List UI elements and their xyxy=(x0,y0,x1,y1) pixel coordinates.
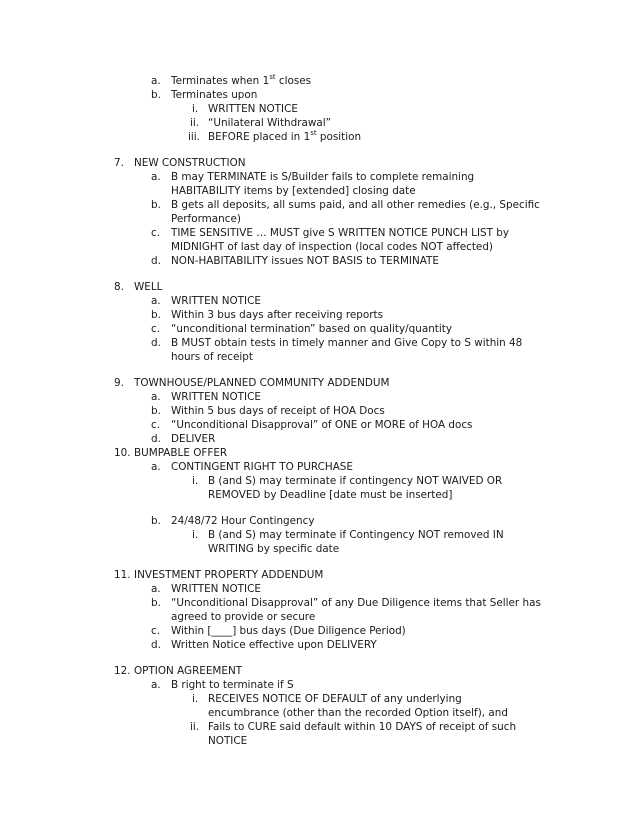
list-item: Within [____] bus days (Due Diligence Period) xyxy=(171,625,406,637)
list-marker: i. xyxy=(192,475,199,487)
list-marker: d. xyxy=(151,255,161,267)
list-marker: b. xyxy=(151,199,161,211)
list-marker: d. xyxy=(151,639,161,651)
list-item-continuation: encumbrance (other than the recorded Option itself), and xyxy=(208,707,508,719)
list-marker: c. xyxy=(151,419,161,431)
section-title: NEW CONSTRUCTION xyxy=(134,157,246,169)
list-item: “Unilateral Withdrawal” xyxy=(208,117,331,129)
list-marker: c. xyxy=(151,227,161,239)
list-item: Terminates upon xyxy=(171,89,258,101)
list-item: Terminates when 1st closes xyxy=(171,72,312,87)
section-number: 8. xyxy=(114,281,124,293)
section-title: WELL xyxy=(134,281,163,293)
list-item: CONTINGENT RIGHT TO PURCHASE xyxy=(171,461,353,473)
section-number: 11. xyxy=(114,569,131,581)
list-marker: b. xyxy=(151,515,161,527)
list-marker: b. xyxy=(151,89,161,101)
section-title: INVESTMENT PROPERTY ADDENDUM xyxy=(134,569,324,581)
section-title: BUMPABLE OFFER xyxy=(134,447,228,459)
list-item: “Unconditional Disapproval” of any Due Diligence items that Seller has xyxy=(171,597,541,609)
list-item: 24/48/72 Hour Contingency xyxy=(171,515,315,527)
list-marker: i. xyxy=(192,103,199,115)
list-item: WRITTEN NOTICE xyxy=(208,103,298,115)
list-marker: b. xyxy=(151,405,161,417)
list-item-continuation: REMOVED by Deadline [date must be inserted] xyxy=(208,489,453,501)
list-item: DELIVER xyxy=(171,433,216,445)
list-marker: d. xyxy=(151,337,161,349)
list-item: B gets all deposits, all sums paid, and all other remedies (e.g., Specific xyxy=(171,199,540,211)
list-marker: d. xyxy=(151,433,161,445)
list-marker: a. xyxy=(151,583,161,595)
section-number: 10. xyxy=(114,447,131,459)
list-item-continuation: hours of receipt xyxy=(171,351,253,363)
list-item: WRITTEN NOTICE xyxy=(171,295,261,307)
list-item: B may TERMINATE is S/Builder fails to complete remaining xyxy=(171,171,475,183)
list-item: RECEIVES NOTICE OF DEFAULT of any underlying xyxy=(208,693,462,705)
section-number: 7. xyxy=(114,157,124,169)
list-item-continuation: WRITING by specific date xyxy=(208,543,340,555)
list-item: B right to terminate if S xyxy=(171,679,294,691)
list-item: “Unconditional Disapproval” of ONE or MORE of HOA docs xyxy=(171,419,473,431)
list-marker: ii. xyxy=(190,117,200,129)
list-marker: a. xyxy=(151,171,161,183)
list-marker: a. xyxy=(151,461,161,473)
list-item-continuation: MIDNIGHT of last day of inspection (local codes NOT affected) xyxy=(171,241,493,253)
list-marker: a. xyxy=(151,75,161,87)
list-item: WRITTEN NOTICE xyxy=(171,583,261,595)
list-item: Fails to CURE said default within 10 DAYS of receipt of such xyxy=(208,721,517,733)
list-marker: b. xyxy=(151,309,161,321)
section-number: 9. xyxy=(114,377,124,389)
list-item: Written Notice effective upon DELIVERY xyxy=(171,639,377,651)
list-item-continuation: agreed to provide or secure xyxy=(171,611,316,623)
list-marker: i. xyxy=(192,529,199,541)
section-title: OPTION AGREEMENT xyxy=(134,665,243,677)
list-item-continuation: Performance) xyxy=(171,213,241,225)
section-number: 12. xyxy=(114,665,131,677)
list-item: NON-HABITABILITY issues NOT BASIS to TERMINATE xyxy=(171,255,439,267)
list-marker: a. xyxy=(151,391,161,403)
section-title: TOWNHOUSE/PLANNED COMMUNITY ADDENDUM xyxy=(134,377,390,389)
list-marker: a. xyxy=(151,295,161,307)
list-marker: ii. xyxy=(190,721,200,733)
list-marker: b. xyxy=(151,597,161,609)
list-item: B MUST obtain tests in timely manner and Give Copy to S within 48 xyxy=(171,337,523,349)
list-marker: c. xyxy=(151,625,161,637)
list-item: BEFORE placed in 1st position xyxy=(208,128,362,143)
list-item: Within 5 bus days of receipt of HOA Docs xyxy=(171,405,385,417)
list-item: B (and S) may terminate if contingency NOT WAIVED OR xyxy=(208,475,503,487)
list-item: “unconditional termination” based on quality/quantity xyxy=(171,323,452,335)
list-marker: a. xyxy=(151,679,161,691)
list-item: Within 3 bus days after receiving reports xyxy=(171,309,383,321)
list-marker: c. xyxy=(151,323,161,335)
list-item-continuation: NOTICE xyxy=(208,735,248,747)
list-marker: iii. xyxy=(188,131,200,143)
list-item-continuation: HABITABILITY items by [extended] closing date xyxy=(171,185,416,197)
list-item: B (and S) may terminate if Contingency NOT removed IN xyxy=(208,529,504,541)
list-marker: i. xyxy=(192,693,199,705)
list-item: WRITTEN NOTICE xyxy=(171,391,261,403)
list-item: TIME SENSITIVE … MUST give S WRITTEN NOTICE PUNCH LIST by xyxy=(171,227,510,239)
